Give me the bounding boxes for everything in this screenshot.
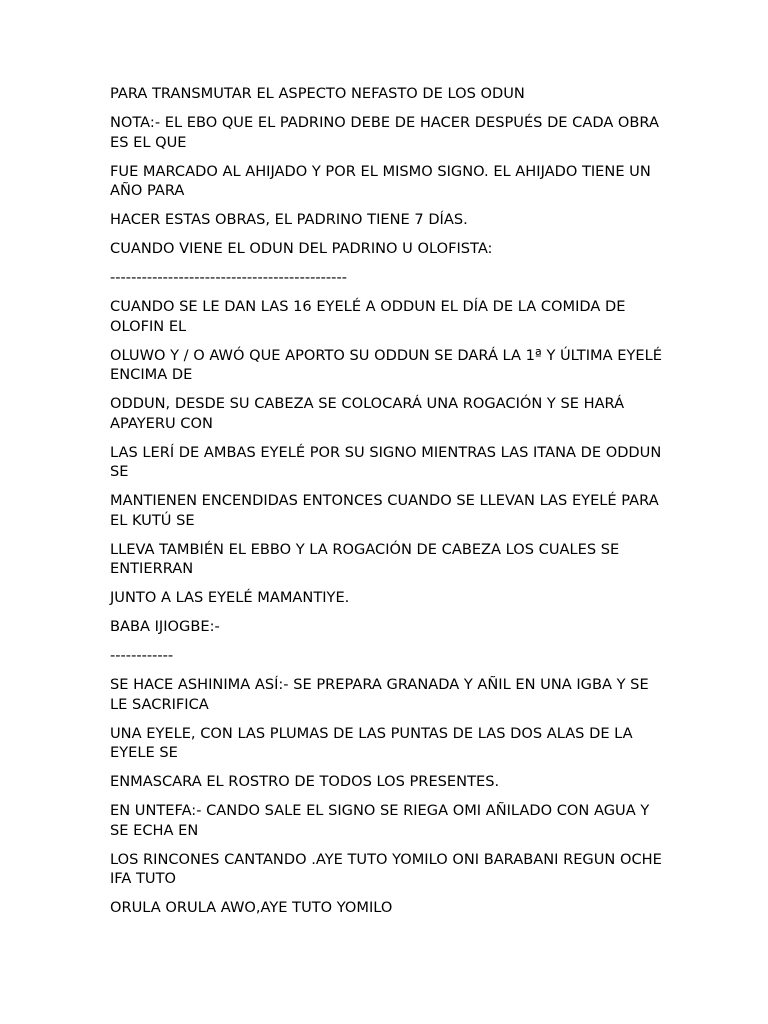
dashed-separator-long: --------------------------------------------- [110,269,347,286]
document-body [110,84,670,927]
paragraph-orula: ORULA ORULA AWO,AYE TUTO YOMILO [110,899,393,916]
paragraph-padrino-olofista: CUANDO VIENE EL ODUN DEL PADRINO U OLOFISTA: [110,240,493,257]
paragraph-rincones: LOS RINCONES CANTANDO .AYE TUTO YOMILO ONI BARABANI REGUN OCHE IFA TUTO [110,850,662,887]
paragraph-obras: HACER ESTAS OBRAS, EL PADRINO TIENE 7 DÍAS. [110,211,468,228]
paragraph-lleva-ebbo: LLEVA TAMBIÉN EL EBBO Y LA ROGACIÓN DE CABEZA LOS CUALES SE ENTIERRAN [110,540,620,577]
paragraph-enmascara: ENMASCARA EL ROSTRO DE TODOS LOS PRESENTES. [110,773,500,790]
paragraph-untefa: EN UNTEFA:- CANDO SALE EL SIGNO SE RIEGA OMI AÑILADO CON AGUA Y SE ECHA EN [110,802,650,839]
dashed-separator-short: ------------ [110,647,174,664]
paragraph-eyele-plumas: UNA EYELE, CON LAS PLUMAS DE LAS PUNTAS DE LAS DOS ALAS DE LA EYELE SE [110,724,633,761]
paragraph-oddun-cabeza: ODDUN, DESDE SU CABEZA SE COLOCARÁ UNA ROGACIÓN Y SE HARÁ APAYERU CON [110,395,625,432]
paragraph-marcado: FUE MARCADO AL AHIJADO Y POR EL MISMO SIGNO. EL AHIJADO TIENE UN AÑO PARA [110,162,651,199]
paragraph-mantienen: MANTIENEN ENCENDIDAS ENTONCES CUANDO SE LLEVAN LAS EYELÉ PARA EL KUTÚ SE [110,492,659,529]
paragraph-oluwo: OLUWO Y / O AWÓ QUE APORTO SU ODDUN SE DARÁ LA 1ª Y ÚLTIMA EYELÉ ENCIMA DE [110,346,662,383]
document-heading: PARA TRANSMUTAR EL ASPECTO NEFASTO DE LOS ODUN [110,85,525,102]
paragraph-leri: LAS LERÍ DE AMBAS EYELÉ POR SU SIGNO MIENTRAS LAS ITANA DE ODDUN SE [110,443,662,480]
paragraph-nota: NOTA:- EL EBO QUE EL PADRINO DEBE DE HACER DESPUÉS DE CADA OBRA ES EL QUE [110,114,659,151]
paragraph-ashinima: SE HACE ASHINIMA ASÍ:- SE PREPARA GRANADA Y AÑIL EN UNA IGBA Y SE LE SACRIFICA [110,676,649,713]
paragraph-mamantiye: JUNTO A LAS EYELÉ MAMANTIYE. [110,589,350,606]
section-title-baba-ijiogbe: BABA IJIOGBE:- [110,618,220,635]
paragraph-16-eyele: CUANDO SE LE DAN LAS 16 EYELÉ A ODDUN EL DÍA DE LA COMIDA DE OLOFIN EL [110,298,626,335]
